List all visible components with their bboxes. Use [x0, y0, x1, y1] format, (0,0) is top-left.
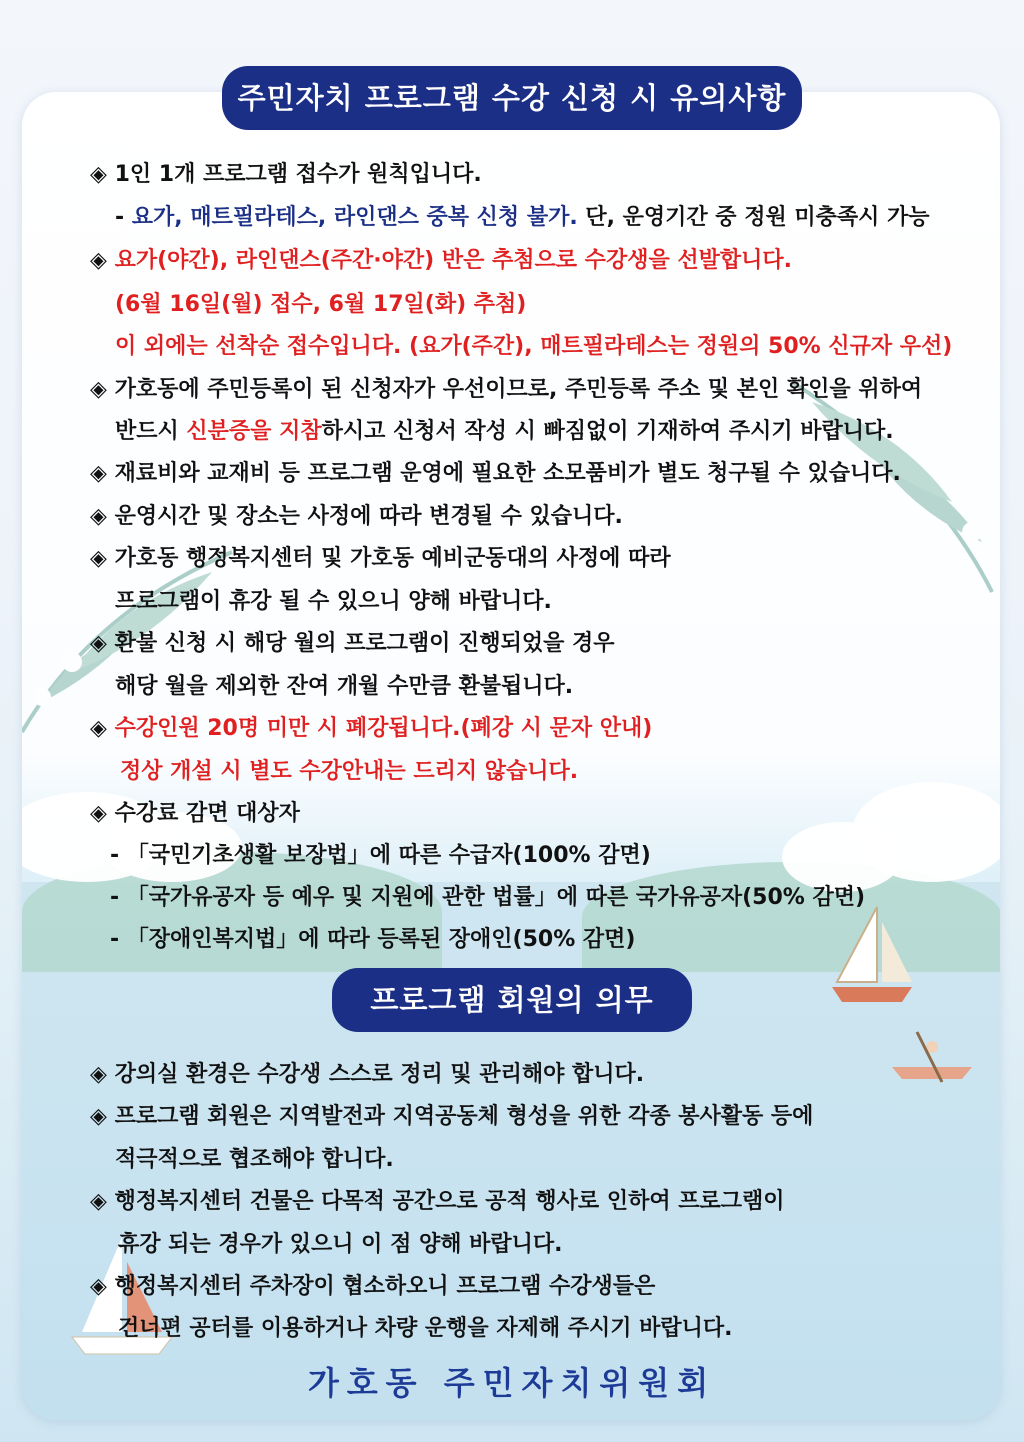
rule-line-8: ◈ 재료비와 교재비 등 프로그램 운영에 필요한 소모품비가 별도 청구될 수 있습니다.: [90, 461, 901, 486]
footer-organization: 가호동 주민자치위원회: [307, 1364, 717, 1402]
rule-line-14: [90, 711, 652, 742]
section-title-duties: 프로그램 회원의 의무: [332, 968, 692, 1032]
duty-line-1: ◈ 강의실 환경은 수강생 스스로 정리 및 관리해야 합니다.: [90, 1062, 645, 1087]
rule-line-16: ◈ 수강료 감면 대상자: [90, 801, 300, 826]
rule-line-1: ◈ 1인 1개 프로그램 접수가 원칙입니다.: [90, 162, 482, 187]
rule-line-5: 이 외에는 선착순 접수입니다. (요가(주간), 매트필라테스는 정원의 50% 신규자 우선): [115, 334, 953, 359]
rule-line-13: 해당 월을 제외한 잔여 개월 수만큼 환불됩니다.: [115, 674, 574, 699]
rule-line-7-highlight: 신분증을 지참: [186, 419, 322, 444]
rule-line-2-rest: 단, 운영기간 중 정원 미충족시 가능: [577, 205, 930, 230]
rule-line-7: [115, 414, 894, 445]
rule-line-3-text: 요가(야간), 라인댄스(주간·야간) 반은 추첨으로 수강생을 선발합니다.: [114, 248, 792, 273]
rule-line-10: ◈ 가호동 행정복지센터 및 가호동 예비군동대의 사정에 따라: [90, 546, 671, 571]
duty-line-7: 건너편 공터를 이용하거나 차량 운행을 자제해 주시기 바랍니다.: [118, 1316, 733, 1341]
rule-line-2: [115, 200, 930, 231]
duty-line-5: 휴강 되는 경우가 있으니 이 점 양해 바랍니다.: [118, 1232, 563, 1257]
rule-line-14-text: 수강인원 20명 미만 시 폐강됩니다.(폐강 시 문자 안내): [114, 716, 653, 741]
rule-line-9: ◈ 운영시간 및 장소는 사정에 따라 변경될 수 있습니다.: [90, 504, 623, 529]
rule-line-2-prefix: -: [115, 205, 132, 230]
duty-line-2: ◈ 프로그램 회원은 지역발전과 지역공동체 형성을 위한 각종 봉사활동 등에: [90, 1104, 814, 1129]
rule-line-19: - 「장애인복지법」에 따라 등록된 장애인(50% 감면): [110, 927, 636, 952]
rule-line-17: - 「국민기초생활 보장법」에 따른 수급자(100% 감면): [110, 843, 651, 868]
rule-line-4: (6월 16일(월) 접수, 6월 17일(화) 추첨): [115, 292, 527, 317]
rule-line-7-b: 하시고 신청서 작성 시 빠짐없이 기재하여 주시기 바랍니다.: [321, 419, 894, 444]
page-title: 주민자치 프로그램 수강 신청 시 유의사항: [222, 66, 802, 130]
duty-line-4: ◈ 행정복지센터 건물은 다목적 공간으로 공적 행사로 인하여 프로그램이: [90, 1189, 785, 1214]
duty-line-3: 적극적으로 협조해야 합니다.: [115, 1147, 394, 1172]
rowboat-icon: [887, 1027, 977, 1087]
rule-line-3-symbol: ◈: [90, 248, 115, 273]
rule-line-18: - 「국가유공자 등 예우 및 지원에 관한 법률」에 따른 국가유공자(50% 감면): [110, 885, 866, 910]
rule-line-15: 정상 개설 시 별도 수강안내는 드리지 않습니다.: [120, 759, 579, 784]
rule-line-6: ◈ 가호동에 주민등록이 된 신청자가 우선이므로, 주민등록 주소 및 본인 확인을 위하여: [90, 377, 923, 402]
rule-line-14-symbol: ◈: [90, 716, 115, 741]
sailboat-icon: [827, 902, 917, 1012]
rule-line-2-highlight: 요가, 매트필라테스, 라인댄스 중복 신청 불가.: [131, 205, 578, 230]
duty-line-6: ◈ 행정복지센터 주차장이 협소하오니 프로그램 수강생들은: [90, 1274, 656, 1299]
rule-line-7-a: 반드시: [115, 419, 187, 444]
rule-line-11: 프로그램이 휴강 될 수 있으니 양해 바랍니다.: [115, 589, 552, 614]
rule-line-3: [90, 243, 792, 274]
rule-line-12: ◈ 환불 신청 시 해당 월의 프로그램이 진행되었을 경우: [90, 631, 615, 656]
